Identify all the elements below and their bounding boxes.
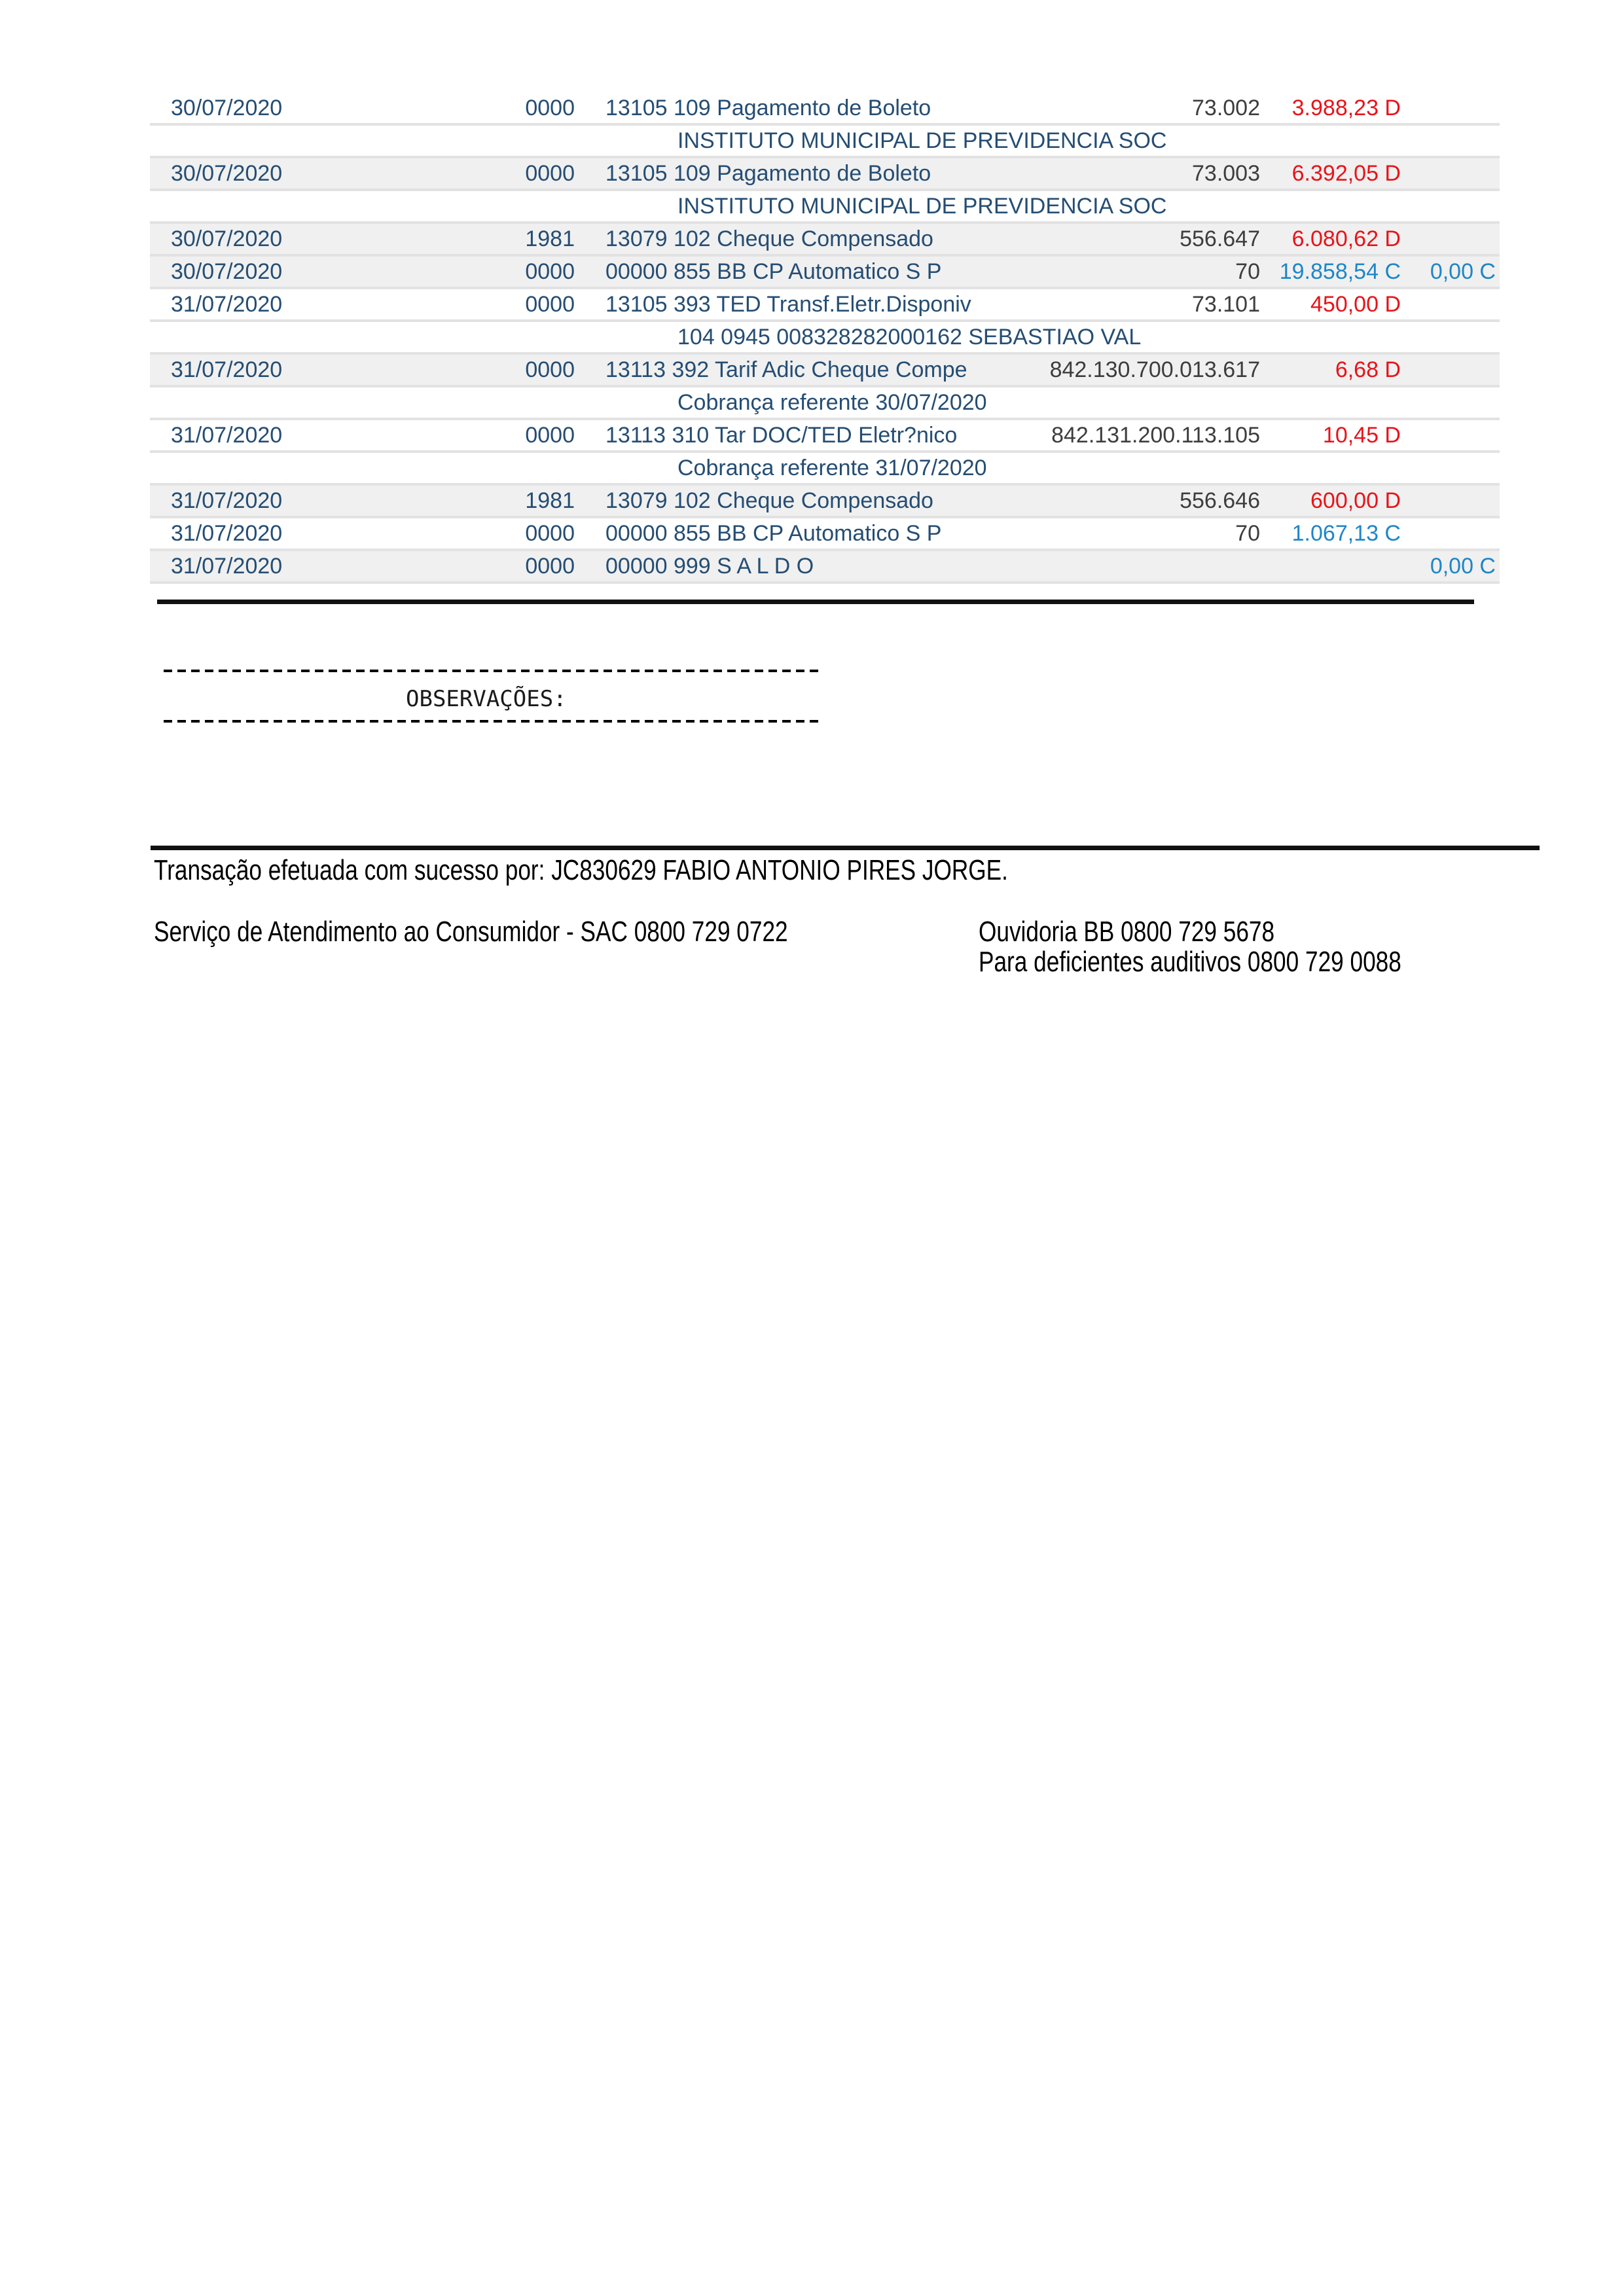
txn-description: 00000 855 BB CP Automatico S P — [605, 521, 942, 546]
table-detail-row — [150, 322, 1500, 355]
txn-detail-text: INSTITUTO MUNICIPAL DE PREVIDENCIA SOC — [677, 194, 1167, 219]
txn-balance: 0,00 C — [1430, 259, 1496, 284]
txn-agency: 0000 — [525, 357, 575, 382]
observations-dashed-rule-top — [164, 670, 821, 672]
txn-date: 30/07/2020 — [171, 96, 283, 120]
table-row-saldo — [150, 551, 1500, 584]
txn-value: 6.080,62 D — [1291, 226, 1401, 251]
table-row — [150, 518, 1500, 551]
txn-agency: 0000 — [525, 259, 575, 284]
txn-date: 30/07/2020 — [171, 161, 283, 186]
txn-date: 31/07/2020 — [171, 423, 283, 448]
txn-agency: 1981 — [525, 488, 575, 513]
table-detail-row — [150, 387, 1500, 420]
footer-top-rule — [151, 846, 1540, 850]
ouvidoria-contact-line: Ouvidoria BB 0800 729 5678 — [979, 916, 1275, 948]
table-row — [150, 224, 1500, 257]
txn-description: 00000 999 S A L D O — [605, 554, 814, 579]
txn-agency: 0000 — [525, 554, 575, 579]
table-row — [150, 486, 1500, 518]
txn-document-number: 73.002 — [1192, 96, 1260, 120]
table-row — [150, 257, 1500, 289]
txn-value: 10,45 D — [1322, 423, 1401, 448]
txn-value: 3.988,23 D — [1291, 96, 1401, 120]
txn-agency: 0000 — [525, 521, 575, 546]
txn-agency: 0000 — [525, 96, 575, 120]
table-row — [150, 420, 1500, 453]
txn-agency: 1981 — [525, 226, 575, 251]
txn-balance: 0,00 C — [1430, 554, 1496, 579]
txn-value: 450,00 D — [1310, 292, 1401, 317]
observations-dashed-rule-bottom — [164, 720, 821, 723]
txn-document-number: 556.647 — [1180, 226, 1260, 251]
txn-description: 13113 392 Tarif Adic Cheque Compe — [605, 357, 967, 382]
transactions-table — [150, 93, 1500, 584]
table-detail-row — [150, 453, 1500, 486]
table-detail-row — [150, 126, 1500, 158]
sac-contact-line: Serviço de Atendimento ao Consumidor - SAC 0800 729 0722 — [154, 916, 788, 948]
txn-description: 13113 310 Tar DOC/TED Eletr?nico — [605, 423, 958, 448]
table-bottom-rule — [157, 600, 1474, 604]
table-row — [150, 158, 1500, 191]
txn-value: 19.858,54 C — [1279, 259, 1401, 284]
txn-description: 13105 109 Pagamento de Boleto — [605, 96, 931, 120]
txn-date: 31/07/2020 — [171, 357, 283, 382]
txn-value: 1.067,13 C — [1291, 521, 1401, 546]
transaction-success-note: Transação efetuada com sucesso por: JC830629 FABIO ANTONIO PIRES JORGE. — [154, 854, 1008, 886]
txn-description: 13079 102 Cheque Compensado — [605, 488, 933, 513]
txn-date: 31/07/2020 — [171, 554, 283, 579]
txn-document-number: 70 — [1235, 259, 1260, 284]
txn-date: 31/07/2020 — [171, 521, 283, 546]
txn-date: 30/07/2020 — [171, 259, 283, 284]
observations-label: OBSERVAÇÕES: — [406, 686, 567, 712]
table-detail-row — [150, 191, 1500, 224]
txn-detail-text: INSTITUTO MUNICIPAL DE PREVIDENCIA SOC — [677, 128, 1167, 153]
txn-description: 00000 855 BB CP Automatico S P — [605, 259, 942, 284]
table-row — [150, 355, 1500, 387]
txn-document-number: 842.130.700.013.617 — [1049, 357, 1260, 382]
txn-document-number: 73.003 — [1192, 161, 1260, 186]
txn-description: 13105 109 Pagamento de Boleto — [605, 161, 931, 186]
txn-description: 13105 393 TED Transf.Eletr.Disponiv — [605, 292, 971, 317]
txn-document-number: 556.646 — [1180, 488, 1260, 513]
txn-value: 600,00 D — [1310, 488, 1401, 513]
txn-date: 31/07/2020 — [171, 292, 283, 317]
table-row — [150, 289, 1500, 322]
txn-detail-text: Cobrança referente 30/07/2020 — [677, 390, 987, 415]
txn-agency: 0000 — [525, 423, 575, 448]
deaf-contact-line: Para deficientes auditivos 0800 729 0088 — [979, 946, 1401, 978]
table-row — [150, 93, 1500, 126]
txn-date: 30/07/2020 — [171, 226, 283, 251]
txn-value: 6.392,05 D — [1291, 161, 1401, 186]
txn-document-number: 70 — [1235, 521, 1260, 546]
txn-agency: 0000 — [525, 292, 575, 317]
txn-document-number: 842.131.200.113.105 — [1051, 423, 1260, 448]
txn-detail-text: 104 0945 008328282000162 SEBASTIAO VAL — [677, 325, 1142, 350]
txn-date: 31/07/2020 — [171, 488, 283, 513]
txn-agency: 0000 — [525, 161, 575, 186]
txn-detail-text: Cobrança referente 31/07/2020 — [677, 456, 987, 480]
txn-value: 6,68 D — [1335, 357, 1401, 382]
txn-description: 13079 102 Cheque Compensado — [605, 226, 933, 251]
txn-document-number: 73.101 — [1192, 292, 1260, 317]
